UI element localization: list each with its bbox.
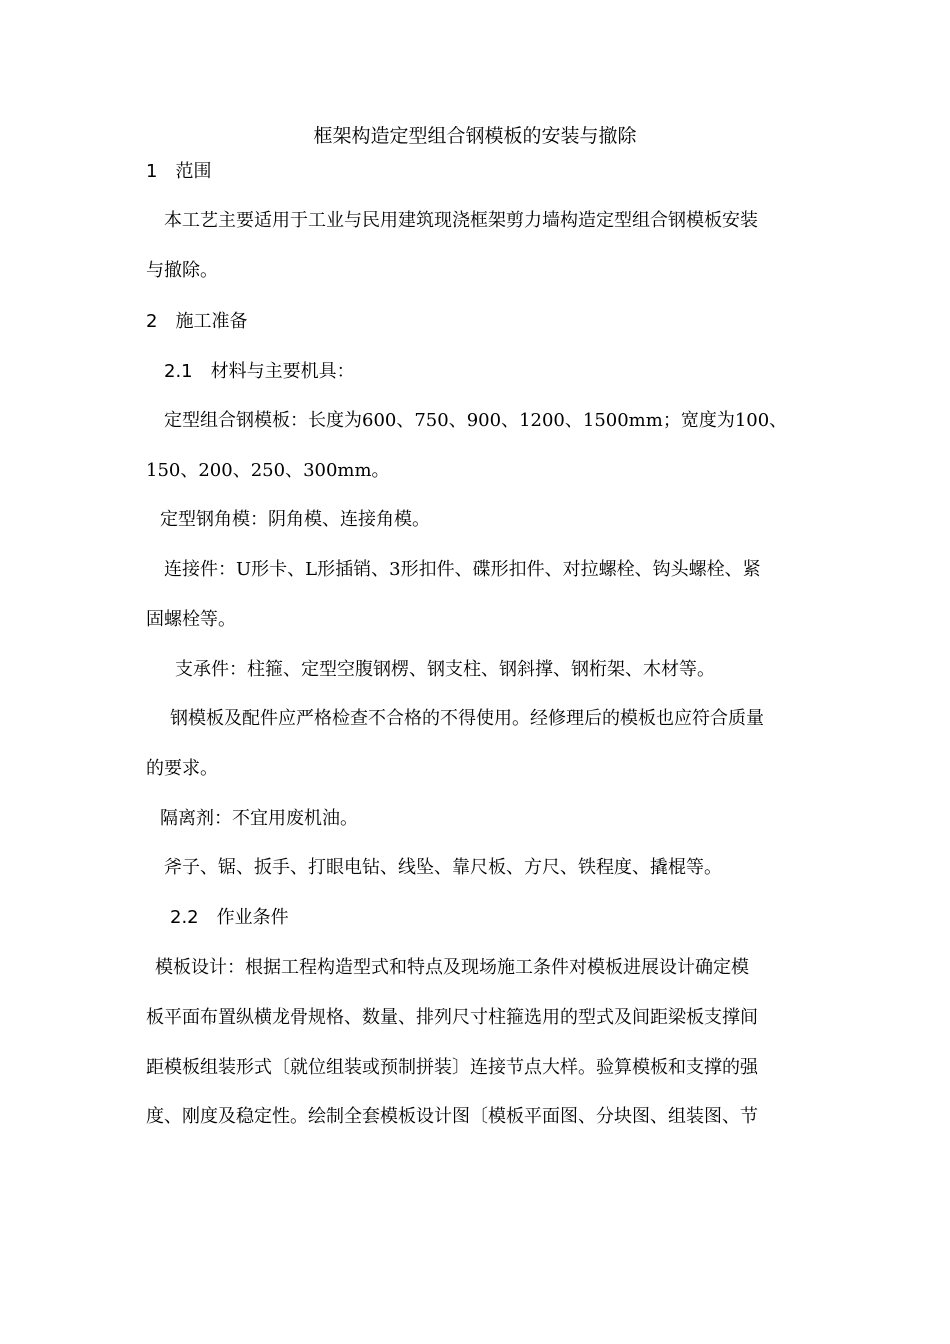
paragraph-line: 度、刚度及稳定性。绘制全套模板设计图〔模板平面图、分块图、组装图、节 [146, 1106, 758, 1127]
paragraph-line: 与撤除。 [146, 260, 218, 281]
subsection-heading-conditions: 2.2 作业条件 [170, 907, 289, 928]
paragraph-line: 的要求。 [146, 758, 218, 779]
section-heading-preparation: 2 施工准备 [146, 311, 248, 332]
paragraph-line: 定型钢角模：阴角模、连接角模。 [160, 509, 430, 530]
section-heading-scope: 1 范围 [146, 161, 212, 182]
paragraph-line: 距模板组装形式〔就位组装或预制拼装〕连接节点大样。验算模板和支撑的强 [146, 1057, 758, 1078]
paragraph-line: 连接件：U形卡、L形插销、3形扣件、碟形扣件、对拉螺栓、钩头螺栓、紧 [164, 559, 761, 580]
paragraph-line: 板平面布置纵横龙骨规格、数量、排列尺寸柱箍选用的型式及间距梁板支撑间 [146, 1007, 758, 1028]
paragraph-line: 斧子、锯、扳手、打眼电钻、线坠、靠尺板、方尺、铁程度、撬棍等。 [164, 857, 722, 878]
document-title: 框架构造定型组合钢模板的安装与撤除 [313, 125, 637, 147]
paragraph-line: 模板设计：根据工程构造型式和特点及现场施工条件对模板进展设计确定模 [155, 957, 749, 978]
paragraph-line: 支承件：柱箍、定型空腹钢楞、钢支柱、钢斜撑、钢桁架、木材等。 [175, 659, 715, 680]
paragraph-line: 钢模板及配件应严格检查不合格的不得使用。经修理后的模板也应符合质量 [170, 708, 764, 729]
paragraph-line: 定型组合钢模板：长度为600、750、900、1200、1500mm；宽度为100、 [164, 410, 788, 431]
paragraph-line: 隔离剂：不宜用废机油。 [160, 808, 358, 829]
paragraph-line: 150、200、250、300mm。 [146, 460, 390, 481]
subsection-heading-materials: 2.1 材料与主要机具： [164, 361, 355, 382]
paragraph-line: 固螺栓等。 [146, 609, 236, 630]
paragraph-line: 本工艺主要适用于工业与民用建筑现浇框架剪力墙构造定型组合钢模板安装 [164, 210, 758, 231]
